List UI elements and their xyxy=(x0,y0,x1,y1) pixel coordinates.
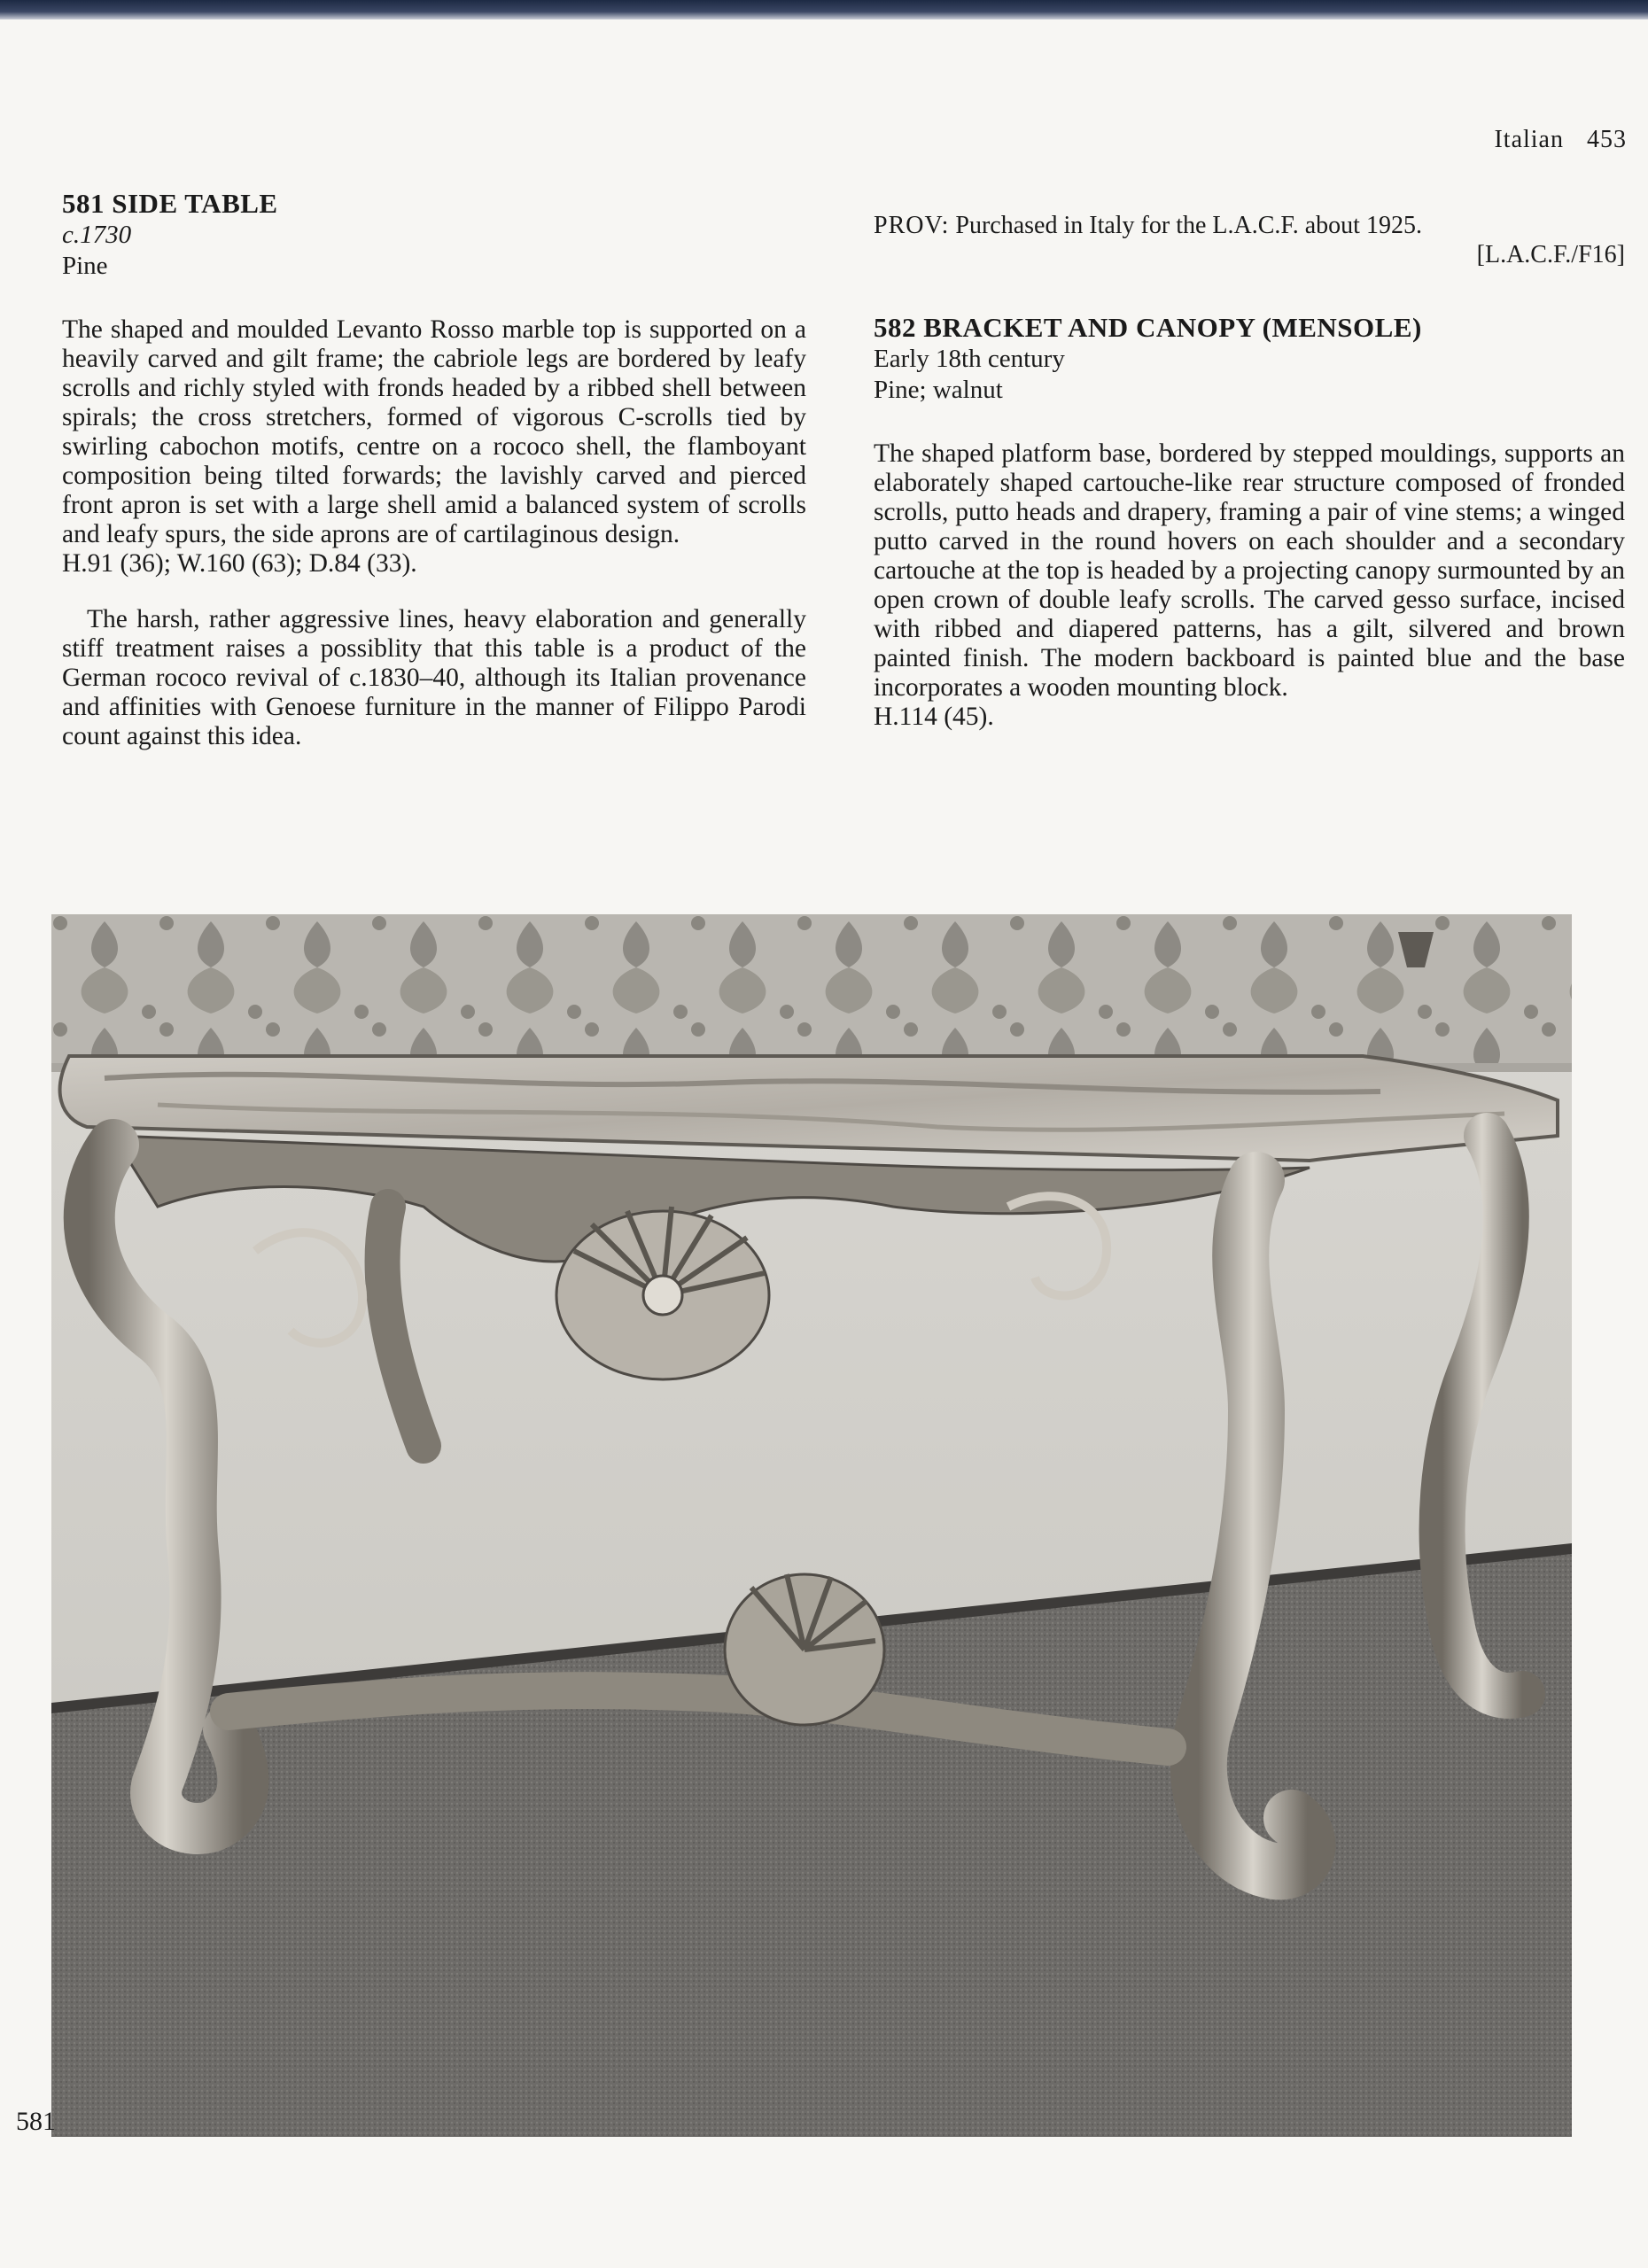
provenance-text: Purchased in Italy for the L.A.C.F. about 1925. xyxy=(955,212,1422,239)
section-title: Italian xyxy=(1494,126,1564,153)
provenance-label: PROV: xyxy=(874,212,950,239)
damask-wallpaper xyxy=(51,914,1572,1065)
entry-581-title: 581 SIDE TABLE xyxy=(62,188,278,219)
entry-582-column xyxy=(874,211,1625,732)
provenance-reference: [L.A.C.F./F16] xyxy=(1476,241,1625,268)
entry-581-material: Pine xyxy=(62,252,108,280)
page-top-edge xyxy=(0,0,1648,19)
entry-581-commentary: The harsh, rather aggressive lines, heavy elaboration and generally stiff treatment raises a possiblity that this table is a product of the German rococo revival of c.1830–40, although its Italian provenance and affinities with Genoese furniture in the manner of Filippo Parodi count against this idea. xyxy=(62,605,806,750)
entry-581-date: c.1730 xyxy=(62,221,132,249)
entry-582-date: Early 18th century xyxy=(874,345,1065,373)
page-number: 453 xyxy=(1587,126,1627,153)
stretcher-shell-carving xyxy=(725,1574,884,1725)
entry-582-title: 582 BRACKET AND CANOPY (MENSOLE) xyxy=(874,312,1422,343)
entry-582-description: The shaped platform base, bordered by stepped mouldings, supports an elaborately shaped cartouche-like rear structure composed of fronded scrolls, putto heads and drapery, framing a pair of vine stems; a winged putto carved in the round hovers on each shoulder and a secondary cartouche at the top is headed by a projecting canopy surmounted by an open crown of double leafy scrolls. The carved gesso surface, incised with ribbed and diapered patterns, has a gilt, silvered and brown painted finish. The modern backboard is painted blue and the base incorporates a wooden mounting block. xyxy=(874,439,1625,702)
entry-582-dimensions: H.114 (45). xyxy=(874,703,994,731)
figure-number: 581 xyxy=(16,2107,56,2136)
entry-582-material: Pine; walnut xyxy=(874,376,1003,404)
provenance-line xyxy=(874,211,1625,241)
entry-581-description: The shaped and moulded Levanto Rosso marble top is supported on a heavily carved and gilt frame; the cabriole legs are bordered by leafy scrolls and richly styled with fronds headed by a ribbed shell between spirals; the cross stretchers, formed of vigorous C-scrolls tied by swirling cabochon motifs, centre on a rococo shell, the flamboyant composition being tilted forwards; the lavishly carved and pierced front apron is set with a large shell amid a balanced system of scrolls and leafy spurs, the side aprons are of cartilaginous design. xyxy=(62,315,806,548)
entry-581-column xyxy=(62,188,806,751)
running-header xyxy=(1478,126,1627,154)
side-table-photograph xyxy=(51,914,1572,2137)
entry-581-dimensions: H.91 (36); W.160 (63); D.84 (33). xyxy=(62,549,417,578)
